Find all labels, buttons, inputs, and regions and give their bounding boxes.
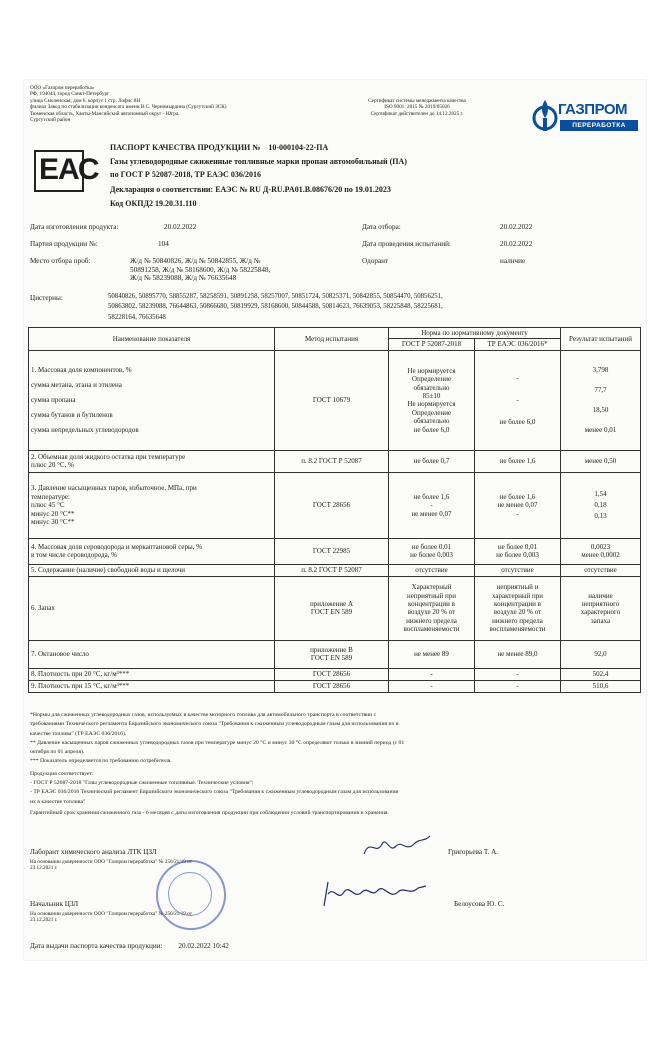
cell-method bbox=[275, 640, 389, 668]
cell-line: неприятный при bbox=[406, 591, 457, 600]
cell-method: п. 8.2 ГОСТ Р 52087 bbox=[275, 564, 389, 576]
cell-line: не более 0,003 bbox=[410, 551, 453, 560]
note-line: ** Давление насыщенных паров сжиженных углеводородных газов при температуре минус 20 °С и минус 30 °С определяют только в зимний период (с 01 bbox=[30, 739, 405, 746]
cell-line: 4. Массовая доля сероводорода и меркаптановой серы, % bbox=[31, 542, 203, 551]
tanks-line: 50840826, 50895770, 58855287, 58258591, 50891258, 58257007, 50851724, 50825371, 50842855, 50854470, 50856251, bbox=[108, 293, 443, 300]
company-line: РФ, 194044, город Санкт-Петербург bbox=[30, 91, 110, 98]
head-signature-icon bbox=[320, 876, 430, 912]
cell-line: ГОСТ EN 589 bbox=[310, 654, 353, 663]
cell-line: не менее 0,07 bbox=[411, 509, 452, 518]
cell-line: не более 1,6 bbox=[499, 492, 536, 501]
cell-line: Не нормируется bbox=[407, 400, 456, 409]
cell-line: 3,798 bbox=[592, 366, 609, 375]
tanks-line: 50863802, 58239088, 76644863, 50866680, 50819929, 58168600, 50844588, 50814623, 76639053, 58225848, 58225681, bbox=[108, 303, 443, 311]
cell-line: минус 20 °С** bbox=[31, 509, 75, 518]
cell-line: обязательно bbox=[413, 383, 450, 392]
sampling-place-value bbox=[130, 257, 270, 283]
cell-gost bbox=[389, 538, 475, 564]
cell-result: 510,6 bbox=[561, 680, 641, 692]
title-label: ПАСПОРТ КАЧЕСТВА ПРОДУКЦИИ № bbox=[110, 143, 261, 152]
sampling-date-value: 20.02.2022 bbox=[500, 223, 533, 231]
header-name: Наименование показателя bbox=[29, 328, 275, 351]
cell-line: воздухе 20 % от bbox=[493, 608, 542, 617]
cell-tr: не менее 89,0 bbox=[475, 640, 561, 668]
declaration: Декларация о соответствии: ЕАЭС № RU Д-RU.PA01.B.08676/20 по 19.01.2023 bbox=[110, 185, 391, 194]
gazprom-flame-icon bbox=[532, 98, 558, 132]
issue-date-label: Дата выдачи паспорта качества продукции: bbox=[30, 942, 163, 950]
cell-line: минус 30 °С** bbox=[31, 517, 75, 526]
test-date-value: 20.02.2022 bbox=[500, 240, 533, 248]
company-stamp-icon bbox=[156, 860, 226, 930]
cell-tr: - bbox=[475, 668, 561, 680]
cell-tr bbox=[475, 576, 561, 640]
cell-gost: - bbox=[389, 668, 475, 680]
company-line: Тюменская область, Ханты-Мансийский автономный округ - Югра, bbox=[30, 110, 180, 117]
cell-line: 0,13 bbox=[594, 511, 607, 520]
cell-gost bbox=[389, 350, 475, 450]
cell-line: не более 0,003 bbox=[496, 551, 539, 560]
cell-line: температуре: bbox=[31, 492, 70, 501]
batch-value: 104 bbox=[158, 240, 169, 248]
issue-date bbox=[30, 942, 229, 951]
cell-line: менее 0,0002 bbox=[581, 551, 620, 560]
cell-line: 0,18 bbox=[594, 500, 607, 509]
cell-line: сумма бутанов и бутиленов bbox=[31, 410, 113, 419]
table-row bbox=[29, 450, 641, 472]
cell-name bbox=[29, 450, 275, 472]
certificate-line: Сертификат действителен до 14.12.2025 г. bbox=[370, 110, 464, 117]
cell-result bbox=[561, 538, 641, 564]
cell-line: концентрации в bbox=[408, 599, 455, 608]
note-line: - ГОСТ Р 52087-2018 "Газы углеводородные сжиженные топливные. Технические условия"; bbox=[30, 780, 254, 787]
cell-line: 18,50 bbox=[592, 406, 609, 415]
cell-line: сумма метана, этана и этилена bbox=[31, 380, 122, 389]
cell-line: характерного bbox=[580, 608, 621, 617]
passport-number: 10-000104-22-ПА bbox=[268, 143, 329, 152]
cell-line: 2. Объемная доля жидкого остатка при температуре bbox=[31, 452, 186, 461]
okpd-code: Код ОКПД2 19.20.31.110 bbox=[110, 199, 197, 208]
cell-line: не менее 0,07 bbox=[497, 501, 538, 510]
note-line: качестве топлива" (ТР ЕАЭС 036/2016). bbox=[30, 730, 127, 737]
manufacture-date-label: Дата изготовления продукта: bbox=[30, 223, 119, 231]
cell-gost: отсутствие bbox=[389, 564, 475, 576]
cell-line: наличие bbox=[588, 591, 613, 600]
cell-result: менее 0,50 bbox=[561, 450, 641, 472]
odorant-value: наличие bbox=[500, 257, 526, 265]
cell-line: - bbox=[516, 509, 519, 518]
lab-signature-icon bbox=[362, 832, 432, 862]
cell-result bbox=[561, 576, 641, 640]
cell-result bbox=[561, 472, 641, 538]
company-line: улица Смоленская, дом 6, корпус 1 стр. Лофис 8Н bbox=[30, 97, 141, 104]
header-result: Результат испытаний bbox=[561, 328, 641, 351]
cell-method: ГОСТ 28656 bbox=[275, 680, 389, 692]
lab-name: Григорьева Т. А. bbox=[448, 848, 499, 856]
power-line: 23.12.2021 г. bbox=[30, 917, 58, 924]
cell-line: приложение В bbox=[310, 645, 353, 654]
cell-line: 0,0023 bbox=[590, 542, 611, 551]
cell-line: - bbox=[430, 501, 433, 510]
cell-line: неприятный и bbox=[496, 583, 539, 592]
notes-block bbox=[30, 711, 642, 818]
gazprom-logo-subtitle: ПЕРЕРАБОТКА bbox=[560, 120, 638, 131]
cell-line: Не нормируется bbox=[407, 366, 456, 375]
cell-line: в том числе сероводорода, % bbox=[31, 551, 118, 560]
cell-line: неприятного bbox=[581, 599, 620, 608]
cell-gost: не более 0,7 bbox=[389, 450, 475, 472]
power-line: На основании доверенности ООО "Газпром переработка" № 250/21/19 от bbox=[30, 859, 192, 865]
header-method: Метод испытания bbox=[275, 328, 389, 351]
gazprom-logo-text: ГАЗПРОМ bbox=[558, 101, 628, 118]
certificate-line: Сертификат системы менеджмента качества bbox=[368, 98, 466, 104]
certificate-line: ISO 9001: 2015 № 2019/05026 bbox=[384, 104, 450, 111]
table-row bbox=[29, 350, 641, 450]
quality-passport-document bbox=[24, 80, 646, 960]
cell-tr: отсутствие bbox=[475, 564, 561, 576]
cell-name: 9. Плотность при 15 °С, кг/м³*** bbox=[29, 680, 275, 692]
header-tr: ТР ЕАЭС 036/2016* bbox=[475, 339, 561, 350]
cell-name bbox=[29, 472, 275, 538]
cell-line: запаха bbox=[590, 616, 611, 625]
head-name: Белоусова Ю. С. bbox=[454, 900, 505, 908]
cell-line: воспламеняемости bbox=[403, 625, 460, 634]
tanks-line: 58228164, 76635648 bbox=[108, 313, 166, 321]
cell-method: ГОСТ 28656 bbox=[275, 668, 389, 680]
power-line: 23.12.2021 г. bbox=[30, 865, 58, 872]
lab-title: Лаборант химического анализа ЛТК ЦЗЛ bbox=[30, 848, 157, 856]
cell-line: не более 6,0 bbox=[499, 418, 536, 427]
cell-line: Определение bbox=[411, 408, 452, 417]
company-address bbox=[30, 85, 226, 123]
cell-name: 8. Плотность при 20 °С, кг/м³*** bbox=[29, 668, 275, 680]
product-name: Газы углеводородные сжиженные топливные марки пропан автомобильный (ПА) bbox=[110, 157, 407, 166]
sampling-place-line: Ж/д № 50840826, Ж/д № 50842855, Ж/д № bbox=[130, 257, 261, 265]
cell-result: отсутствие bbox=[561, 564, 641, 576]
table-row bbox=[29, 576, 641, 640]
note-line: - ТР ЕАЭС 036/2016 Технический регламент Евразийского экономического союза "Требования к сжиженным углеводородным газам для использования bbox=[30, 789, 399, 796]
manufacture-date-value: 20.02.2022 bbox=[164, 223, 197, 231]
cell-result: 92,0 bbox=[561, 640, 641, 668]
power-line: На основании доверенности ООО "Газпром переработка" № 250/21/19 от bbox=[30, 911, 192, 917]
cell-line: не более 0,01 bbox=[497, 542, 538, 551]
table-header-row bbox=[29, 328, 641, 339]
cell-method bbox=[275, 576, 389, 640]
cell-line: сумма пропана bbox=[31, 395, 76, 404]
cell-method: ГОСТ 22985 bbox=[275, 538, 389, 564]
table-row bbox=[29, 640, 641, 668]
cell-line: обязательно bbox=[413, 417, 450, 426]
sampling-place-line: 50891258, Ж/д № 58168600, Ж/д № 58225848, bbox=[130, 265, 271, 274]
cell-line: - bbox=[516, 374, 519, 383]
issue-date-value: 20.02.2022 10:42 bbox=[178, 942, 229, 950]
cell-line: не более 0,01 bbox=[411, 542, 452, 551]
cell-name: 6. Запах bbox=[29, 576, 275, 640]
header-gost: ГОСТ Р 52087-2018 bbox=[389, 339, 475, 350]
cell-line: нижнего предела bbox=[492, 616, 543, 625]
table-row bbox=[29, 538, 641, 564]
cell-name bbox=[29, 350, 275, 450]
note-line: *Нормы для сжиженных углеводородных газов, используемых в качестве моторного топлива для автомобильного транспорта в соответствии с bbox=[30, 712, 377, 718]
cell-line: - bbox=[516, 396, 519, 405]
company-line: филиал Завод по стабилизации конденсата имени В.С. Черномырдина (Сургутский ЗСК) bbox=[30, 104, 227, 111]
cell-line: 85±10 bbox=[422, 391, 441, 400]
sampling-place-label: Место отбора проб: bbox=[30, 257, 91, 265]
cell-tr bbox=[475, 350, 561, 450]
cell-method: ГОСТ 28656 bbox=[275, 472, 389, 538]
head-title: Начальник ЦЗЛ bbox=[30, 900, 79, 908]
table-row bbox=[29, 564, 641, 576]
quality-table bbox=[28, 327, 641, 693]
cell-name: 5. Содержание (наличие) свободной воды и щелочи bbox=[29, 564, 275, 576]
note-line: Продукция соответствует: bbox=[30, 770, 94, 777]
cell-name: 7. Октановое число bbox=[29, 640, 275, 668]
odorant-label: Одорант bbox=[362, 257, 389, 265]
cell-line: нижнего предела bbox=[406, 616, 457, 625]
cell-line: ГОСТ EN 589 bbox=[310, 608, 353, 617]
cell-line: 3. Давление насыщенных паров, избыточное, МПа, при bbox=[31, 484, 197, 493]
cell-line: Характерный bbox=[411, 583, 452, 592]
table-row bbox=[29, 668, 641, 680]
cell-result: 502,4 bbox=[561, 668, 641, 680]
cell-name bbox=[29, 538, 275, 564]
tanks-label: Цистерны: bbox=[30, 294, 63, 302]
cell-line: сумма непредельных углеводородов bbox=[31, 425, 139, 434]
cell-method: п. 8.2 ГОСТ Р 52087 bbox=[275, 450, 389, 472]
company-line: Сургутский район bbox=[30, 117, 71, 124]
cell-tr: не более 1,6 bbox=[475, 450, 561, 472]
cell-line: концентрации в bbox=[494, 599, 541, 608]
company-line: ООО «Газпром переработка» bbox=[30, 85, 95, 91]
note-line: требованиями Технического регламента Евразийского экономического союза "Требования к сжиженным углеводородным газам для использования их в bbox=[30, 721, 399, 728]
note-line: их в качестве топлива" bbox=[30, 798, 86, 805]
cell-line: 77,7 bbox=[594, 386, 607, 395]
cell-line: 1. Массовая доля компонентов, % bbox=[31, 365, 132, 374]
cell-tr: - bbox=[475, 680, 561, 692]
table-row bbox=[29, 680, 641, 692]
header-norm: Норма по нормативному документу bbox=[389, 328, 561, 339]
cell-line: воспламеняемости bbox=[489, 625, 546, 634]
note-line: Гарантийный срок хранения сжиженного газа - 6 месяцев с даты изготовления продукции при соблюдении условий транспортирования и хранения. bbox=[30, 809, 389, 816]
cell-line: 1,54 bbox=[594, 489, 607, 498]
cell-line: характерный при bbox=[491, 591, 544, 600]
cell-line: Определение bbox=[411, 375, 452, 384]
cell-line: не более 6,0 bbox=[413, 425, 450, 434]
cell-tr bbox=[475, 472, 561, 538]
cell-gost: - bbox=[389, 680, 475, 692]
note-line: *** Показатель определяется по требованию потребителя. bbox=[30, 758, 172, 765]
eac-mark-icon bbox=[34, 150, 99, 192]
test-date-label: Дата проведения испытаний: bbox=[362, 240, 451, 248]
cell-line: плюс 45 °С bbox=[31, 501, 65, 510]
document-title bbox=[110, 143, 328, 153]
note-line: октября по 01 апреля). bbox=[30, 749, 85, 756]
cell-method: ГОСТ 10679 bbox=[275, 350, 389, 450]
cell-gost bbox=[389, 472, 475, 538]
product-standard: по ГОСТ Р 52087-2018, ТР ЕАЭС 036/2016 bbox=[110, 170, 262, 179]
cell-tr bbox=[475, 538, 561, 564]
batch-label: Партия продукции №: bbox=[30, 240, 98, 248]
cell-gost bbox=[389, 576, 475, 640]
tanks-value bbox=[108, 292, 443, 323]
cell-line: приложение А bbox=[309, 599, 354, 608]
eac-mark-letters: ЕАС bbox=[39, 153, 99, 186]
cell-gost: не менее 89 bbox=[389, 640, 475, 668]
table-row bbox=[29, 472, 641, 538]
cell-line: менее 0,01 bbox=[584, 426, 617, 435]
cell-line: не более 1,6 bbox=[413, 492, 450, 501]
cell-line: воздухе 20 % от bbox=[407, 608, 456, 617]
sampling-date-label: Дата отбора: bbox=[362, 223, 401, 231]
cell-result bbox=[561, 350, 641, 450]
sampling-place-line: Ж/д № 58239088, Ж/д № 76635648 bbox=[130, 274, 237, 283]
iso-certificate bbox=[342, 98, 492, 117]
cell-line: плюс 20 °С, % bbox=[31, 461, 74, 470]
